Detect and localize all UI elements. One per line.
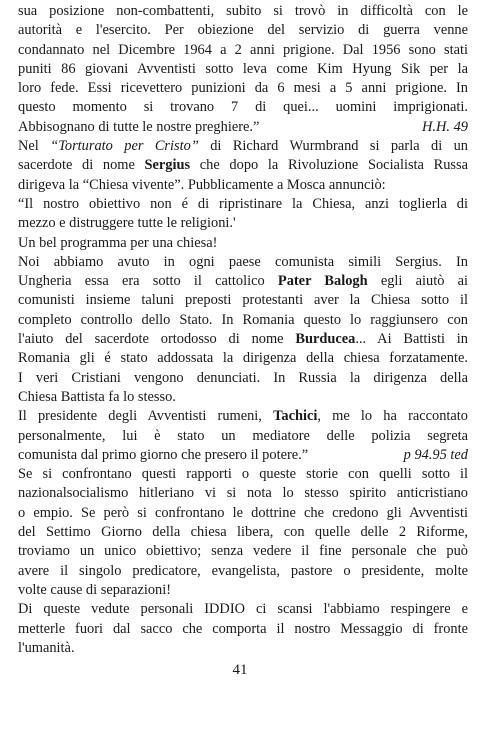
text-run: mezzo e distruggere tutte le religioni.': [18, 215, 236, 232]
text-line: [18, 388, 468, 407]
text-line: [18, 639, 468, 658]
text-line: [18, 234, 468, 253]
text-line: [18, 600, 468, 619]
text-line: [18, 523, 468, 542]
text-line: [18, 60, 468, 79]
text-run: che dopo la Rivoluzione Socialista Russa: [190, 157, 468, 174]
text-run: Di queste vedute personali IDDIO ci scansi l'abbiamo respingere e: [18, 601, 468, 618]
source-reference: H.H. 49: [422, 118, 468, 135]
page-number: 41: [232, 662, 248, 678]
text-run: sua posizione non-combattenti, subito si trovò in difficoltà con le: [18, 3, 468, 19]
text-run: egli aiutò ai: [367, 273, 468, 290]
text-run: I veri Cristiani vengono denunciati. In Russia la dirigenza della: [18, 369, 468, 386]
text-run: Chiesa Battista fa lo stesso.: [18, 388, 176, 405]
text-line: [18, 427, 468, 446]
text-run: troviamo un unico obiettivo; senza vedere il fine personale che può: [18, 543, 468, 560]
text-line: [18, 542, 468, 561]
text-run: completo controllo dello Stato. In Romania questo lo raggiunsero con: [18, 311, 468, 328]
source-reference: p 94.95 ted: [403, 446, 468, 463]
text-line: [18, 407, 468, 426]
text-line: [18, 156, 468, 175]
text-run: Noi abbiamo avuto in ogni paese comunista simili Sergius. In: [18, 253, 468, 270]
bold-name: Burducea: [295, 331, 356, 348]
text-line: [18, 504, 468, 523]
text-run: Un bel programma per una chiesa!: [18, 234, 218, 251]
text-run: ... Ai Battisti in: [355, 331, 468, 348]
text-run: sacerdote di nome: [18, 157, 145, 174]
text-line: [18, 195, 468, 214]
text-run: l'aiuto del sacerdote ortodosso di nome: [18, 331, 296, 348]
text-run: di Richard Wurmbrand si parla di un: [198, 138, 468, 155]
text-run: avere il singolo predicatore, evangelista, pastore o presidente, molte: [18, 562, 468, 579]
text-line: [18, 291, 468, 310]
text-line: [18, 214, 468, 233]
text-line: [18, 41, 468, 60]
text-line: [18, 484, 468, 503]
text-run: comunista dal primo giorno che presero il potere.”: [18, 446, 309, 463]
text-line: [18, 465, 468, 484]
text-line: [18, 272, 468, 291]
text-line: [18, 311, 468, 330]
text-line: [18, 2, 468, 21]
text-line: [18, 176, 468, 195]
text-line: [18, 369, 468, 388]
bold-name: Pater Balogh: [277, 273, 368, 290]
text-run: del Settimo Giorno della chiesa libera, con quelle delle 2 Riforme,: [18, 524, 468, 541]
text-line: [18, 21, 468, 40]
text-run: autorità e l'esercito. Per obiezione del servizio di guerra venne: [18, 22, 468, 39]
text-line: [18, 79, 468, 98]
text-run: l'umanità.: [18, 639, 75, 656]
text-run: questo momento si trovano 7 di quei... uomini imprigionati.: [18, 99, 468, 116]
text-run: Nel: [18, 138, 51, 155]
text-line: [18, 98, 468, 117]
text-run: Romania gli é stato addossata la dirigenza della chiesa forzatamente.: [18, 350, 468, 367]
bold-name: Tachici: [273, 408, 318, 425]
text-run: metterle fuori dal sacco che comporta il nostro Messaggio di fronte: [18, 620, 468, 637]
text-run: nazionalsocialismo hitleriano vi si nota lo stesso spirito anticristiano: [18, 485, 468, 502]
bold-name: Sergius: [144, 157, 191, 174]
text-run: dirigeva la “Chiesa vivente”. Pubblicamente a Mosca annunciò:: [18, 176, 386, 193]
text-run: , me lo ha raccontato: [317, 408, 468, 425]
text-run: Il presidente degli Avventisti rumeni,: [18, 408, 274, 425]
text-run: volte cause di separazioni!: [18, 581, 172, 598]
text-run: Se si confrontano questi rapporti o queste storie con quelli sotto il: [18, 466, 468, 483]
text-run: personalmente, lui è stato un mediatore delle polizia segreta: [18, 427, 468, 444]
text-line: [18, 349, 468, 368]
text-line: [18, 581, 468, 600]
text-line: [18, 562, 468, 581]
text-line: [18, 620, 468, 639]
book-title: “Torturato per Cristo”: [50, 138, 199, 155]
text-line: [18, 137, 468, 156]
body-text: [18, 2, 468, 658]
text-line: [18, 330, 468, 349]
text-line: [18, 253, 468, 272]
text-line: [18, 118, 468, 137]
text-run: Abbisognano di tutte le nostre preghiere.”: [18, 118, 260, 135]
text-line: [18, 446, 468, 465]
text-run: loro fede. Essi ricevettero punizioni da 6 mesi a 5 anni prigione. In: [18, 80, 468, 97]
text-run: “Il nostro obiettivo non é di ripristinare la Chiesa, anzi toglierla di: [18, 195, 468, 212]
text-run: o empio. Se però si confrontano le dottrine che credono gli Avventisti: [18, 504, 468, 521]
text-run: comunisti insieme taluni preposti protestanti aver la Chiesa sotto il: [18, 292, 468, 309]
text-run: Ungheria essa era sotto il cattolico: [18, 273, 278, 290]
text-run: condannato nel Dicembre 1964 a 2 anni prigione. Dal 1956 sono stati: [18, 41, 468, 58]
text-run: puniti 86 giovani Avventisti sotto leva come Kim Hyung Sik per la: [18, 60, 468, 77]
